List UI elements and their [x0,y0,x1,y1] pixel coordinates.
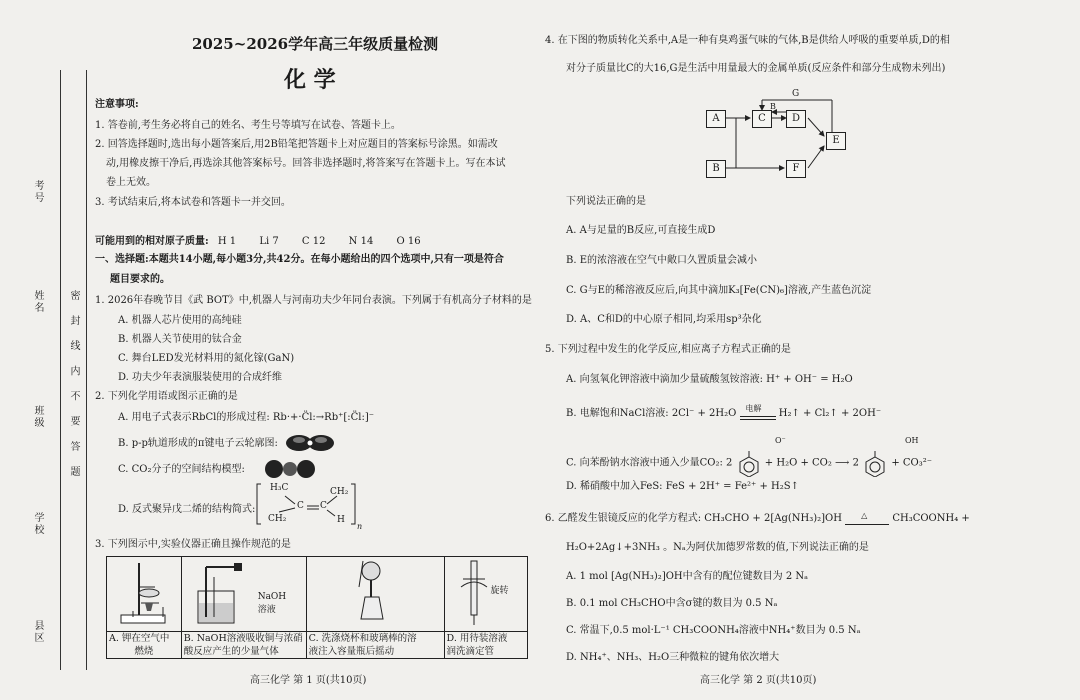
page-footer-right: 高三化学 第 2 页(共10页) [700,675,817,686]
q5-c-mid: + H₂O + CO₂ ⟶ 2 [764,457,859,469]
q1-option-c: C. 舞台LED发光材料用的氮化镓(GaN) [118,353,295,364]
phenoxide-ring-icon [736,449,762,477]
q5-option-c [566,449,932,477]
q4-option-d: D. A、C和D的中心原子相同,均采用sp³杂化 [566,314,762,325]
q3-option-a: A. 钾在空气中 燃烧 [107,632,182,659]
q1-option-d: D. 功夫少年表演服装使用的合成纤维 [118,372,283,383]
q4-stem-line2: 对分子质量比C的大16,G是生活中用量最大的金属单质(反应条件和部分生成物未列出) [566,63,946,74]
q4-option-b: B. E的浓溶液在空气中敞口久置质量会减小 [566,255,758,266]
q3-figure-b [181,557,306,632]
section1-line1: 一、选择题:本题共14小题,每小题3分,共42分。在每小题给出的四个选项中,只有一项是符合 [95,254,504,265]
notice-title: 注意事项: [95,99,139,110]
electrolysis-label: 电解 [745,404,762,413]
q5-stem: 5. 下列过程中发生的化学反应,相应离子方程式正确的是 [545,344,791,355]
q3-option-c: C. 洗涤烧杯和玻璃棒的溶 液注入容量瓶后摇动 [306,632,444,659]
q5-b-left: B. 电解饱和NaCl溶液: 2Cl⁻ + 2H₂O [566,408,737,419]
phenol-oh: OH [905,436,919,445]
rotate-label: 旋转 [490,586,509,596]
q5-option-b [566,404,882,420]
q6-stem-line1 [545,512,970,525]
q4-option-c: C. G与E的稀溶液反应后,向其中滴加K₃[Fe(CN)₆]溶液,产生蓝色沉淀 [566,285,872,296]
atomic-mass-line [95,235,421,248]
atomic-mass-h: H 1 [217,236,237,247]
arrow-label-b: B [770,102,776,111]
struct-n: n [357,522,363,531]
retort-stand-image [109,557,175,627]
atomic-mass-n: N 14 [348,236,374,247]
q6-option-d: D. NH₄⁺、NH₃、H₂O三种微粒的键角依次增大 [566,652,780,663]
node-e: E [826,132,846,150]
q3-figure-d [444,557,527,632]
notice-item-1: 1. 答卷前,考生务必将自己的姓名、考生号等填写在试卷、答题卡上。 [95,120,401,131]
margin-label-county: 县区 [32,620,43,644]
naoh-label: NaOH [257,592,287,602]
phenoxide-o-minus: O⁻ [775,436,786,445]
node-a: A [706,110,726,128]
equals-line [740,416,776,420]
margin-label-class: 班级 [32,405,43,429]
node-c: C [752,110,772,128]
struct-c2: C [320,501,327,511]
struct-h: H [337,515,345,525]
volumetric-flask-image [309,557,429,627]
q6-stem-left: 6. 乙醛发生银镜反应的化学方程式: CH₃CHO + 2[Ag(NH₃)₂]OH [545,513,842,524]
q5-c-right: + CO₃²⁻ [891,457,933,469]
atomic-mass-o: O 16 [396,236,421,247]
q1-option-a: A. 机器人芯片使用的高纯硅 [118,315,242,326]
struct-ch2-bot: CH₂ [268,514,287,524]
margin-label-school: 学校 [32,512,43,536]
subject-title: 化 学 [284,67,336,93]
arrow-label-g: G [792,89,800,99]
margin-label-exam-no: 考号 [32,180,43,204]
notice-item-2: 2. 回答选择题时,选出每小题答案后,用2B铅笔把答题卡上对应题目的答案标号涂黑。如需改 [95,139,498,150]
atomic-mass-c: C 12 [301,236,326,247]
atomic-mass-label: 可能用到的相对原子质量: [95,236,209,247]
struct-h3c: H₃C [270,483,289,493]
exam-title: 2025~2026学年高三年级质量检测 [192,35,439,53]
q2-option-c: C. CO₂分子的空间结构模型: [118,464,245,475]
struct-c1: C [297,501,304,511]
q3-figure-c [306,557,444,632]
q6-stem-line2: H₂O+2Ag↓+3NH₃ 。Nₐ为阿伏加德罗常数的值,下列说法正确的是 [566,542,869,553]
beaker-absorption-image [184,557,256,627]
phenol-ring-icon [862,449,888,477]
heat-arrow [845,511,889,525]
solution-label: 溶液 [257,605,276,615]
electrolysis-arrow [740,404,776,420]
atomic-mass-li: Li 7 [259,236,279,247]
q3-figure-a [107,557,182,632]
q5-option-a: A. 向氢氧化钾溶液中滴加少量硫酸氢铵溶液: H⁺ + OH⁻ = H₂O [566,374,853,385]
q4-stem-line1: 4. 在下图的物质转化关系中,A是一种有臭鸡蛋气味的气体,B是供给人呼吸的重要单质,D的相 [545,35,950,46]
q1-stem: 1. 2026年春晚节目《武 BOT》中,机器人与河南功夫少年同台表演。下列属于有机高分子材料的是 [95,295,532,306]
notice-item-2-cont: 动,用橡皮擦干净后,再选涂其他答案标号。回答非选择题时,将答案写在答题卡上。写在本试 [106,158,506,169]
page-footer-left: 高三化学 第 1 页(共10页) [250,675,367,686]
q3-apparatus-table [106,556,528,659]
q5-c-left: C. 向苯酚钠水溶液中通入少量CO₂: 2 [566,457,733,469]
q4-option-a: A. A与足量的B反应,可直接生成D [566,225,716,236]
heat-label: △ [861,511,868,520]
q2-stem: 2. 下列化学用语或图示正确的是 [95,391,238,402]
q5-option-d: D. 稀硝酸中加入FeS: FeS + 2H⁺ = Fe²⁺ + H₂S↑ [566,481,800,492]
q1-option-b: B. 机器人关节使用的钛合金 [118,334,242,345]
q6-option-c: C. 常温下,0.5 mol·L⁻¹ CH₃COONH₄溶液中NH₄⁺数目为 0.5 Nₐ [566,625,861,636]
q4-question: 下列说法正确的是 [566,196,646,207]
q6-option-b: B. 0.1 mol CH₃CHO中含σ键的数目为 0.5 Nₐ [566,598,778,609]
notice-item-3: 3. 考试结束后,将本试卷和答题卡一并交回。 [95,197,291,208]
heat-arrow-line [845,524,889,525]
q5-b-right: H₂↑ + Cl₂↑ + 2OH⁻ [778,408,882,419]
node-f: F [786,160,806,178]
section1-line2: 题目要求的。 [110,274,170,285]
seal-line-text: 密 封 线 内 不 要 答 题 [68,290,79,483]
q6-stem-right: CH₃COONH₄ + [892,513,970,524]
q3-option-b: B. NaOH溶液吸收铜与浓硝 酸反应产生的少量气体 [181,632,306,659]
margin-rule-outer [60,70,61,670]
node-d: D [786,110,806,128]
q2-option-a: A. 用电子式表示RbCl的形成过程: Rb·+·C̈l:→Rb⁺[:C̈l:]⁻ [118,412,375,423]
struct-ch2-top: CH₂ [330,487,349,497]
q6-option-a: A. 1 mol [Ag(NH₃)₂]OH中含有的配位键数目为 2 Nₐ [566,571,808,582]
co2-model-image [262,459,318,479]
node-b: B [706,160,726,178]
q2-option-b: B. p-p轨道形成的π键电子云轮廓图: [118,438,278,449]
q3-stem: 3. 下列图示中,实验仪器正确且操作规范的是 [95,539,291,550]
margin-rule-inner [86,70,87,670]
pi-bond-cloud-image [285,432,335,454]
notice-item-2-end: 卷上无效。 [106,177,156,188]
q2-option-d: D. 反式聚异戊二烯的结构简式: [118,504,256,515]
q3-option-d: D. 用待装溶液 润洗滴定管 [444,632,527,659]
margin-label-name: 姓名 [32,290,43,314]
